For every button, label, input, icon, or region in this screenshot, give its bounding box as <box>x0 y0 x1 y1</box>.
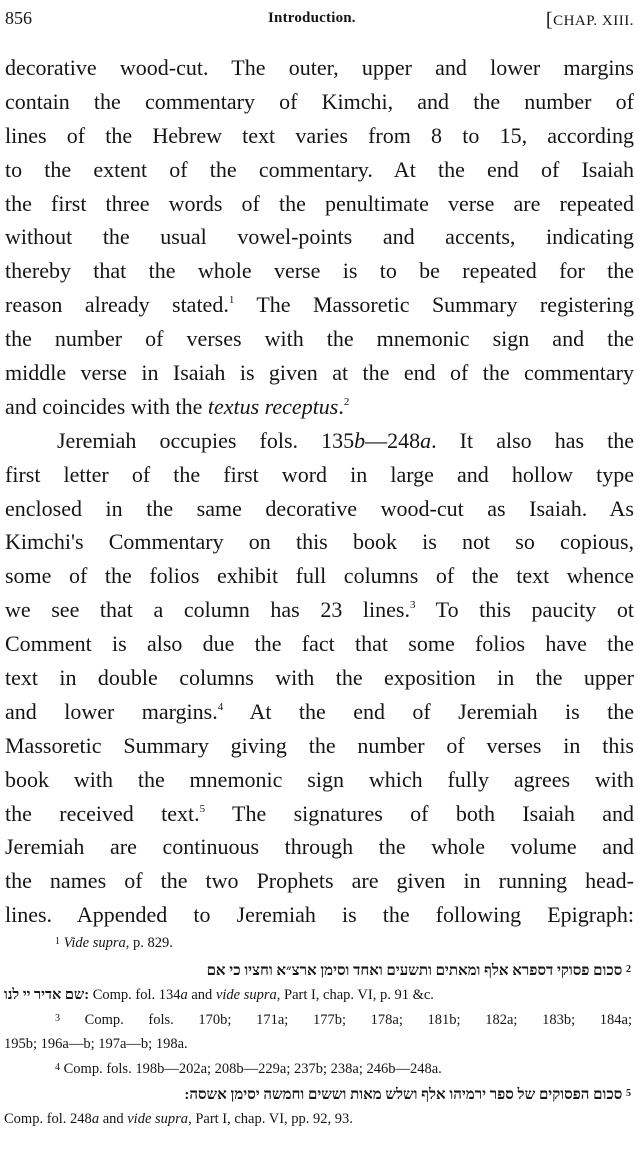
body-line: the names of the two Prophets are given in running head- <box>5 868 634 894</box>
footnote-ref[interactable]: 4 <box>217 700 224 713</box>
folio-side: b <box>354 427 366 453</box>
folio-side: a <box>91 1111 100 1127</box>
body-line: lines. Appended to Jeremiah is the following Epigraph: <box>5 902 634 928</box>
footnote-label: 2 <box>626 964 631 975</box>
body-line: Jeremiah are continuous through the whole volume and <box>5 834 634 860</box>
body-line <box>5 424 634 458</box>
body-line: decorative wood-cut. The outer, upper and lower margins <box>5 55 634 80</box>
folio-side: a <box>180 987 188 1003</box>
text-run: Comp. fols. 198b—202a; 208b—229a; 237b; 238a; 246b—248a. <box>63 1061 442 1077</box>
text-run: and lower margins. <box>5 698 218 724</box>
footnote-label: 3 <box>55 1013 60 1024</box>
text-run: . It also has the <box>431 427 634 453</box>
text-run: Comp. fols. 170b; 171a; 177b; 178a; 181b; 182a; 183b; 184a; <box>84 1012 632 1028</box>
running-header <box>0 6 639 32</box>
body-line <box>5 593 634 627</box>
body-text <box>5 51 634 932</box>
footnote-label: 4 <box>55 1062 60 1073</box>
body-line: the number of verses with the mnemonic sign and the <box>5 326 634 352</box>
hebrew-text: שם אדיר יי לנו: <box>4 987 90 1003</box>
body-line: Kimchi's Commentary on this book is not so copious, <box>5 529 634 555</box>
text-run: Comp. fol. 248 <box>4 1111 92 1127</box>
text-run: To this paucity ot <box>415 597 634 623</box>
body-line: contain the commentary of Kimchi, and the number of <box>5 88 634 114</box>
body-line: book with the mnemonic sign which fully agrees with <box>5 766 634 792</box>
body-line: without the usual vowel-points and accents, indicating <box>5 224 634 250</box>
body-line: some of the folios exhibit full columns of the text whence <box>5 563 634 589</box>
italic-term: vide supra <box>127 1111 189 1127</box>
footnote-3 <box>55 1008 632 1032</box>
italic-term: vide supra <box>215 987 277 1003</box>
body-line <box>5 797 634 831</box>
footnote-5-hebrew <box>11 1083 631 1107</box>
chapter-bracket: [ <box>545 9 554 31</box>
footnote-5-cont <box>4 1107 353 1131</box>
text-run: and coincides with the <box>5 393 208 419</box>
body-line: thereby that the whole verse is to be repeated for the <box>5 258 634 284</box>
running-title: Introduction. <box>268 10 356 26</box>
text-run: reason already stated. <box>5 292 229 318</box>
body-line: middle verse in Isaiah is given at the end of the commentary <box>5 360 634 386</box>
hebrew-text: סכום הפסוקים של ספר ירמיהו אלף ושלש מאות וששים וחמשה יסימן אשסה: <box>184 1087 623 1103</box>
body-line: text in double columns with the exposition in the upper <box>5 665 634 691</box>
body-line: lines of the Hebrew text varies from 8 to 15, according <box>5 122 634 148</box>
text-run: Comp. fol. 134 <box>89 987 181 1003</box>
text-run: , Part I, chap. VI, pp. 92, 93. <box>188 1111 353 1127</box>
text-run: , Part I, chap. VI, p. 91 &c. <box>276 987 434 1003</box>
folio-side: a <box>420 427 432 453</box>
footnote-label: 5 <box>626 1088 631 1099</box>
footnote-ref[interactable]: 3 <box>409 599 416 612</box>
chapter-text: CHAP. XIII. <box>553 13 634 29</box>
chapter-label <box>546 8 634 31</box>
body-line: enclosed in the same decorative wood-cut as Isaiah. As <box>5 495 634 521</box>
text-run: we see that a column has 23 lines. <box>5 597 410 623</box>
text-run: The signatures of both Isaiah and <box>205 800 634 826</box>
text-run: the received text. <box>5 800 200 826</box>
footnote-label: 1 <box>55 936 60 947</box>
hebrew-text: סכום פסוקי דספרא אלף ומאתים ותשעים ואחד וסימן ארצ״א וחציו כי אם <box>206 963 623 979</box>
footnote-2-hebrew <box>11 959 631 983</box>
footnote-3-cont: 195b; 196a—b; 197a—b; 198a. <box>4 1036 188 1052</box>
body-line <box>5 390 634 424</box>
body-line: Comment is also due the fact that some folios have the <box>5 631 634 657</box>
body-line: the first three words of the penultimate verse are repeated <box>5 190 634 216</box>
body-line: Massoretic Summary giving the number of verses in this <box>5 732 634 758</box>
italic-term: Vide supra <box>63 935 126 951</box>
text-run: . <box>338 393 344 419</box>
footnote-ref[interactable]: 5 <box>199 802 206 815</box>
text-run: , p. 829. <box>125 935 173 951</box>
text-run: Jeremiah occupies fols. 135 <box>57 427 355 453</box>
body-line: to the extent of the commentary. At the end of Isaiah <box>5 156 634 182</box>
footnote-ref[interactable]: 1 <box>228 294 235 307</box>
text-run: and <box>99 1111 128 1127</box>
footnote-2-cont <box>4 983 632 1007</box>
text-run: and <box>187 987 216 1003</box>
body-line: first letter of the first word in large and hollow type <box>5 461 634 487</box>
text-run: At the end of Jeremiah is the <box>223 698 634 724</box>
text-run: The Massoretic Summary registering <box>234 292 634 318</box>
footnote-4 <box>55 1057 442 1081</box>
body-line <box>5 288 634 322</box>
page-number: 856 <box>5 8 32 28</box>
body-line <box>5 695 634 729</box>
italic-term: textus receptus <box>207 393 339 419</box>
footnote-ref[interactable]: 2 <box>343 395 350 408</box>
text-run: —248 <box>365 427 421 453</box>
footnote-1 <box>55 931 173 955</box>
